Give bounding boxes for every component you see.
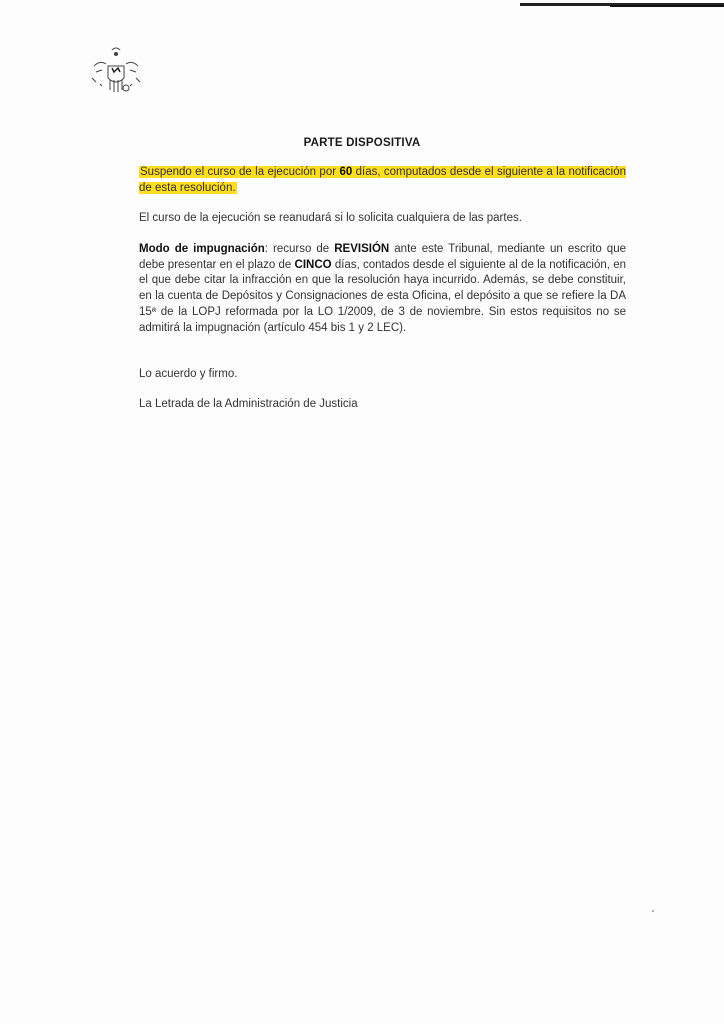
signature-line: La Letrada de la Administración de Justicia bbox=[139, 398, 358, 410]
closing-line: Lo acuerdo y firmo. bbox=[139, 368, 238, 380]
scan-dot bbox=[652, 910, 654, 912]
page-title: PARTE DISPOSITIVA bbox=[303, 137, 421, 149]
resume-paragraph: El curso de la ejecución se reanudará si lo solicita cualquiera de las partes. bbox=[139, 212, 522, 224]
highlighted-text: Suspendo el curso de la ejecución por 60 días, computados desde el siguiente a la notificación de esta resolución. bbox=[139, 166, 626, 194]
impugnacion-label: Modo de impugnación bbox=[139, 243, 265, 255]
suspension-paragraph bbox=[139, 165, 626, 196]
coat-of-arms-icon bbox=[86, 44, 146, 100]
impugnacion-paragraph: Modo de impugnación: recurso de REVISIÓN ante este Tribunal, mediante un escrito que debe presentar en el plazo de CINCO días, contados desde el siguiente al de la notificación, en el que debe citar la infracción en que la resolución haya incurrido. Además, se debe constituir, en la cuenta de Depósitos y Consignaciones de esta Oficina, el depósito a que se refiere la DA 15ª de la LOPJ reformada por la LO 1/2009, de 3 de noviembre. Sin estos requisitos no se admitirá la impugnación (artículo 454 bis 1 y 2 LEC). bbox=[139, 243, 626, 334]
scan-artifact-line-2 bbox=[610, 5, 724, 7]
